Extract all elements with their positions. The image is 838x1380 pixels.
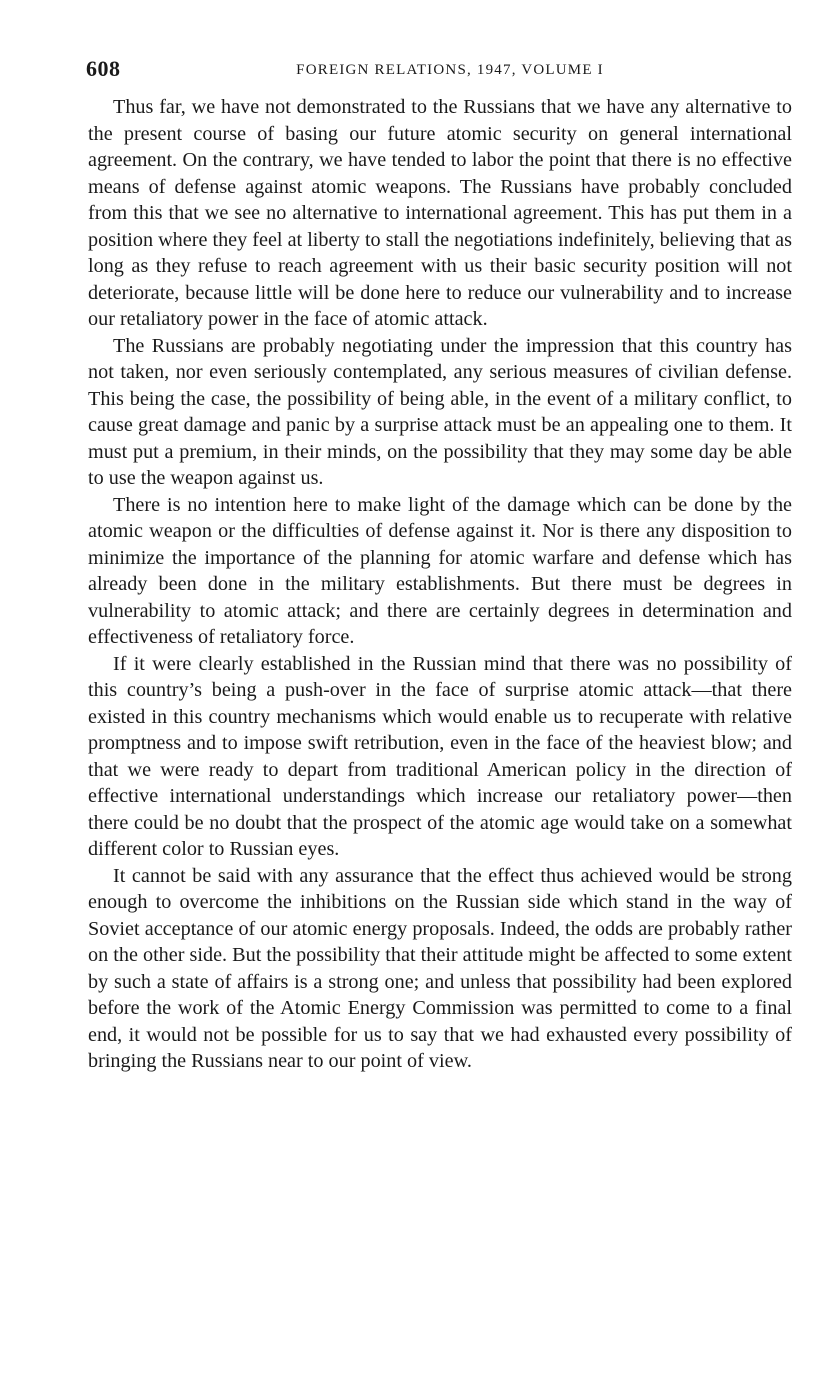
page-number: 608: [86, 56, 121, 81]
paragraph-3: There is no intention here to make light of the damage which can be done by the atomic weapon or the difficulties of defense against it. Nor is there any disposition to minimize the importance of the planning for atomic warfare and defense which has already been done in the military establishments. But there must be degrees in vulnerability to atomic attack; and there are certainly degrees in determination and effectiveness of retaliatory force.: [88, 493, 792, 648]
paragraph-2: The Russians are probably negotiating under the impression that this country has not taken, nor even seriously contemplated, any serious measures of civilian defense. This being the case, the possibility of being able, in the event of a military conflict, to cause great damage and panic by a surprise attack must be an appealing one to them. It must put a premium, in their minds, on the possibility that they may some day be able to use the weapon against us.: [88, 334, 792, 489]
document-page: [88, 56, 792, 1075]
running-head-title: FOREIGN RELATIONS, 1947, VOLUME I: [296, 62, 604, 78]
body-text: [88, 94, 792, 1075]
running-head: [88, 56, 792, 92]
paragraph-1: Thus far, we have not demonstrated to the Russians that we have any alternative to the present course of basing our future atomic security on general international agreement. On the contrary, we have tended to labor the point that there is no effective means of defense against atomic weapons. The Russians have probably concluded from this that we see no alternative to international agreement. This has put them in a position where they feel at liberty to stall the negotiations indefinitely, believing that as long as they refuse to reach agreement with us their basic security position will not deteriorate, because little will be done here to reduce our vulnerability and to increase our retaliatory power in the face of atomic attack.: [88, 96, 792, 330]
paragraph-5: It cannot be said with any assurance that the effect thus achieved would be strong enough to overcome the inhibitions on the Russian side which stand in the way of Soviet acceptance of our atomic energy proposals. Indeed, the odds are probably rather on the other side. But the possibility that their attitude might be affected to some extent by such a state of affairs is a strong one; and unless that possibility had been explored before the work of the Atomic Energy Commission was permitted to come to a final end, it would not be possible for us to say that we had exhausted every possibility of bringing the Russians near to our point of view.: [88, 864, 792, 1072]
paragraph-4: If it were clearly established in the Russian mind that there was no possibility of this country’s being a push-over in the face of surprise atomic attack—that there existed in this country mechanisms which would enable us to recuperate with relative promptness and to impose swift retribution, even in the face of the heaviest blow; and that we were ready to depart from traditional American policy in the direction of effective international understandings which increase our retaliatory power—then there could be no doubt that the prospect of the atomic age would take on a somewhat different color to Russian eyes.: [88, 652, 792, 860]
